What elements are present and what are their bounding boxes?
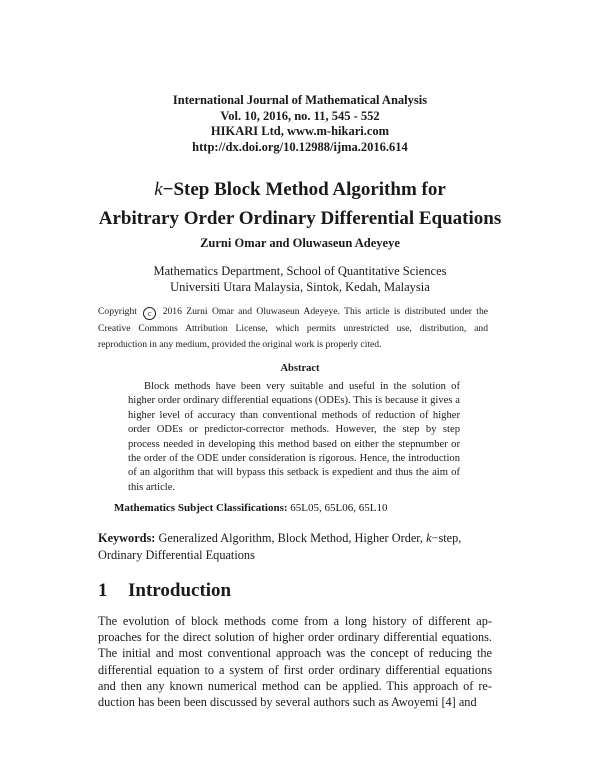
copyright-text: 2016 Zurni Omar and Oluwaseun Adeyeye. This article is distributed under the Creative Commons Attribution License, which permits unrestricted use, distribution, and reproduction in any medium, provided the original work is properly cited. <box>98 306 489 350</box>
introduction-paragraph <box>98 613 492 710</box>
body-line: and then any known numerical method can be applied. This approach of re- <box>98 678 492 693</box>
copyright-prefix: Copyright <box>98 306 137 317</box>
affiliation <box>0 263 600 295</box>
section-title: Introduction <box>128 580 232 601</box>
paper-title <box>0 175 600 233</box>
keywords-text-before: Generalized Algorithm, Block Method, Higher Order, <box>158 531 423 545</box>
copyright-notice <box>98 304 488 354</box>
keywords-k-symbol: k <box>426 531 432 545</box>
msc-label: Mathematics Subject Classifications: <box>114 502 288 514</box>
keywords-label: Keywords: <box>98 531 156 545</box>
journal-doi[interactable]: http://dx.doi.org/10.12988/ijma.2016.614 <box>192 139 408 154</box>
body-line: proaches for the direct solution of higher order ordinary differential equations. <box>98 630 492 645</box>
journal-publisher: HIKARI Ltd, www.m-hikari.com <box>210 124 390 138</box>
keywords <box>98 530 492 563</box>
title-k-symbol: k <box>154 179 163 200</box>
title-line-2: Arbitrary Order Ordinary Differential Equations <box>98 208 502 229</box>
journal-volume: Vol. 10, 2016, no. 11, 545 - 552 <box>220 108 380 123</box>
body-line: The evolution of block methods come from a long history of different ap- <box>98 614 492 628</box>
body-line: duction has been been discussed by several authors such as Awoyemi [4] and <box>98 695 477 710</box>
keywords-text-after: −step, Ordinary Differential Equations <box>98 531 462 562</box>
body-line: The initial and most conventional approach was the concept of reducing the <box>98 646 492 661</box>
msc-value: 65L05, 65L06, 65L10 <box>290 502 388 514</box>
copyright-icon: c <box>143 307 156 320</box>
affiliation-line-2: Universiti Utara Malaysia, Sintok, Kedah, Malaysia <box>170 280 430 294</box>
abstract-heading: Abstract <box>280 363 320 374</box>
subject-classifications <box>114 502 387 514</box>
journal-name: International Journal of Mathematical Analysis <box>172 93 428 107</box>
abstract-text: Block methods have been very suitable and useful in the solution of higher order ordinary differential equations (ODEs). This is because it gives a higher level of accuracy than conventional methods of reduction of higher order ODEs or predictor-corrector methods. However, the step by step process needed in developing this method based on either the stepnumber or the order of the ODE under consideration is rigorous. Hence, the introduction of an algorithm that will bypass this setback is expedient and thus the aim of this article. <box>128 381 460 493</box>
journal-header <box>0 93 600 155</box>
body-line: differential equation to a system of first order ordinary differential equations <box>98 662 492 677</box>
affiliation-line-1: Mathematics Department, School of Quantitative Sciences <box>153 264 447 278</box>
title-line-1: −Step Block Method Algorithm for <box>162 179 446 200</box>
section-heading <box>98 580 231 602</box>
authors: Zurni Omar and Oluwaseun Adeyeye <box>200 236 400 250</box>
section-number: 1 <box>98 580 108 601</box>
